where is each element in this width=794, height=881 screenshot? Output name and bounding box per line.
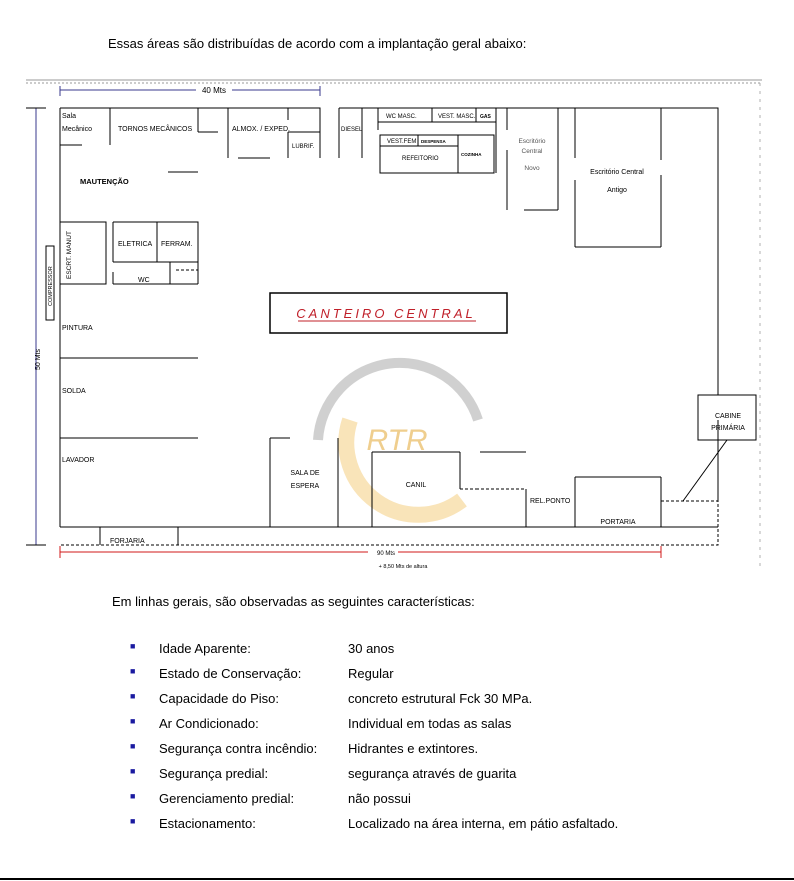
feature-value: Regular: [348, 666, 394, 681]
room-lavador: LAVADOR: [62, 457, 95, 464]
room-vest-masc: VEST. MASC.: [438, 114, 476, 120]
room-pintura: PINTURA: [62, 325, 93, 332]
dim-height-note: + 8,50 Mts de altura: [378, 564, 428, 570]
page-bottom-rule: [0, 878, 794, 880]
feature-label: Capacidade do Piso:: [159, 691, 279, 706]
feature-label: Ar Condicionado:: [159, 716, 259, 731]
room-cabine-2: PRIMÁRIA: [711, 425, 745, 432]
feature-value: Individual em todas as salas: [348, 716, 512, 731]
feature-label: Idade Aparente:: [159, 641, 251, 656]
room-diesel: DIESEL: [341, 127, 363, 133]
bullet-icon: ■: [130, 691, 136, 701]
room-lubrif: LUBRIF.: [292, 144, 315, 150]
room-forjaria: FORJARIA: [110, 538, 145, 545]
canteiro-central-label: CANTEIRO CENTRAL: [296, 306, 476, 321]
feature-label: Gerenciamento predial:: [159, 791, 295, 806]
room-canil: CANIL: [405, 482, 427, 489]
dimension-lines: [26, 86, 661, 558]
room-escrt-manut: ESCRT. MANUT: [66, 231, 73, 279]
feature-label: Estado de Conservação:: [159, 666, 302, 681]
plan-labels: [35, 85, 745, 570]
bullet-icon: ■: [130, 741, 136, 751]
room-wc-masc: WC MASC.: [386, 114, 417, 120]
bullet-icon: ■: [130, 766, 136, 776]
feature-value: concreto estrutural Fck 30 MPa.: [348, 691, 533, 706]
room-sala-espera-1: SALA DE: [290, 470, 320, 477]
room-sala-espera-2: ESPERA: [290, 483, 320, 490]
room-solda: SOLDA: [62, 388, 86, 395]
room-gas: GAS: [480, 114, 491, 120]
bullet-icon: ■: [130, 641, 136, 651]
feature-value: Localizado na área interna, em pátio asfaltado.: [348, 816, 619, 831]
intro-text: Essas áreas são distribuídas de acordo com a implantação geral abaixo:: [108, 36, 527, 51]
plan-frame-rules: [26, 80, 762, 570]
feature-value: Hidrantes e extintores.: [348, 741, 479, 756]
room-compressor: COMPRESSOR: [48, 266, 54, 306]
room-eletrica: ELETRICA: [118, 241, 153, 248]
feature-value: segurança através de guarita: [348, 766, 517, 781]
room-sala-mecanico-2: Mecânico: [62, 126, 92, 133]
room-esc-novo-1: Escritório: [518, 138, 546, 145]
feature-value: 30 anos: [348, 641, 395, 656]
room-vest-fem: VEST.FEM: [387, 139, 417, 145]
room-almox: ALMOX. / EXPED.: [232, 126, 290, 133]
feature-label: Segurança predial:: [159, 766, 269, 781]
bullet-icon: ■: [130, 666, 136, 676]
room-refeitorio: REFEITORIO: [402, 156, 439, 162]
room-portaria: PORTARIA: [600, 519, 636, 526]
watermark-text: RTR: [366, 424, 428, 457]
dim-bottom-label: 90 Mts: [376, 551, 396, 557]
room-tornos: TORNOS MECÂNICOS: [118, 126, 193, 133]
room-esc-novo-3: Novo: [524, 165, 540, 172]
dim-left-label: 50 Mts: [35, 348, 42, 370]
feature-value: não possui: [348, 791, 411, 806]
room-rel-ponto: REL.PONTO: [530, 498, 571, 505]
room-despensa: DESPENSA: [421, 139, 446, 144]
room-cabine-1: CABINE: [714, 413, 742, 420]
room-cozinha: COZINHA: [461, 152, 482, 157]
feature-label: Segurança contra incêndio:: [159, 741, 318, 756]
bullet-icon: ■: [130, 791, 136, 801]
dim-top-label: 40 Mts: [201, 86, 227, 95]
rtr-watermark: [318, 363, 478, 515]
bullet-icon: ■: [130, 816, 136, 826]
room-wc: WC: [138, 277, 150, 284]
room-esc-antigo-1: Escritório Central: [590, 169, 644, 176]
room-ferram: FERRAM.: [161, 241, 193, 248]
room-esc-novo-2: Central: [521, 148, 543, 155]
room-esc-antigo-2: Antigo: [607, 187, 627, 194]
bullet-icon: ■: [130, 716, 136, 726]
room-manutencao: MAUTENÇÃO: [80, 177, 129, 186]
room-sala-mecanico-1: Sala: [62, 113, 77, 120]
feature-label: Estacionamento:: [159, 816, 256, 831]
building-walls: [46, 108, 756, 545]
lead-text: Em linhas gerais, são observadas as seguintes características:: [112, 594, 475, 609]
